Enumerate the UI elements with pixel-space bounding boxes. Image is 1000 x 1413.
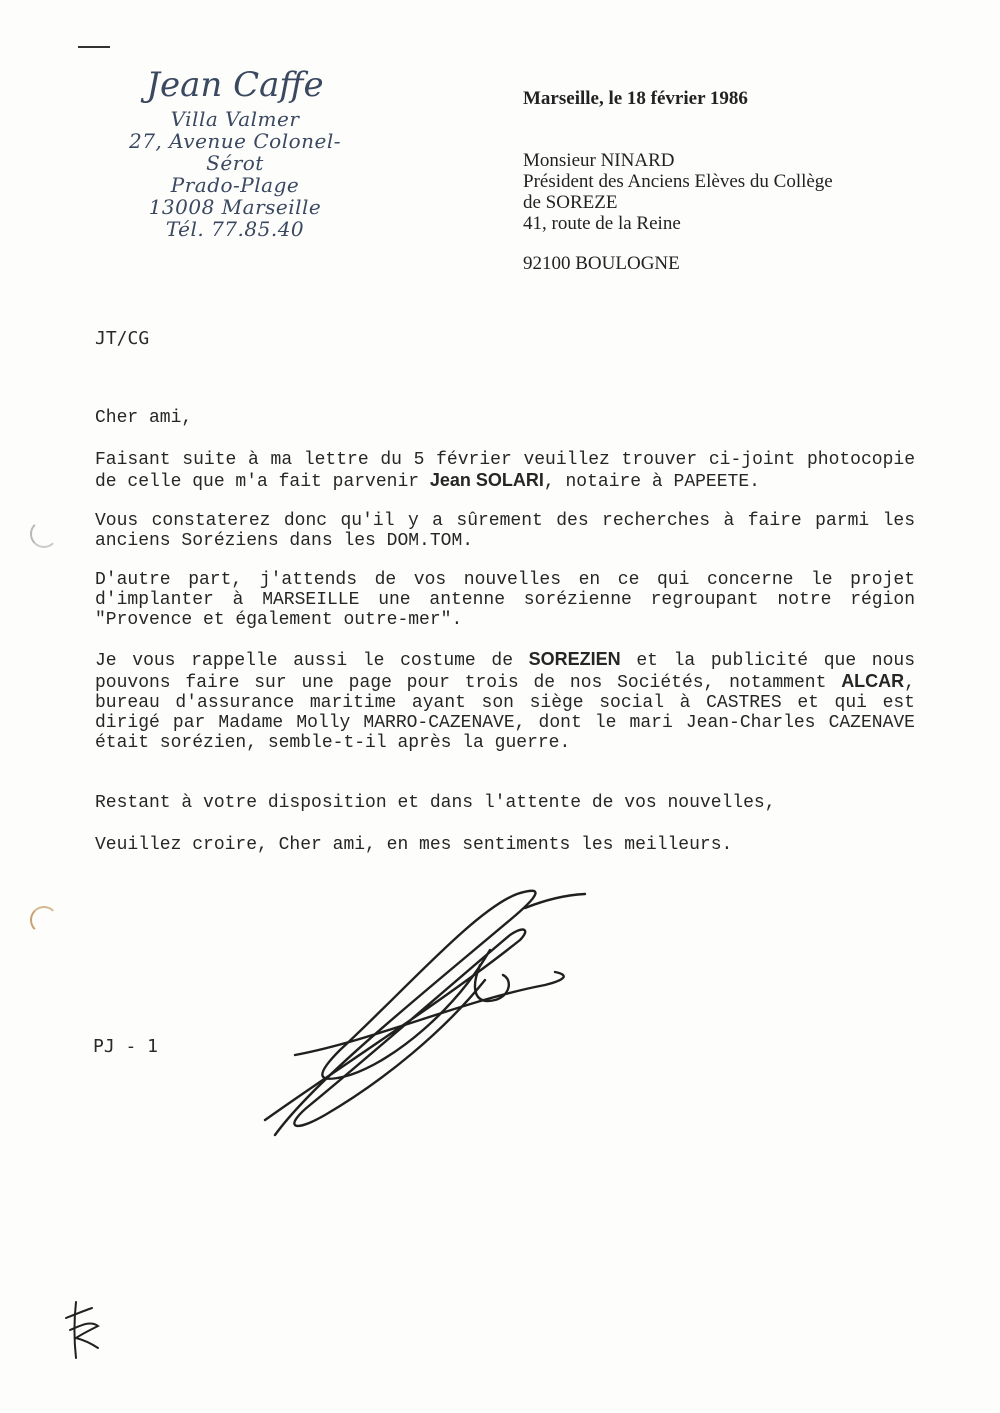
letter-date: Marseille, le 18 février 1986 — [523, 88, 748, 109]
paragraph-4-text-1: Je vous rappelle aussi le costume de — [95, 651, 529, 671]
salutation: Cher ami, — [95, 408, 193, 428]
paragraph-4-bold-1: SOREZIEN — [528, 649, 621, 669]
punch-hole-mark-1 — [30, 520, 58, 548]
paragraph-1 — [95, 450, 915, 492]
closing-line-2: Veuillez croire, Cher ami, en mes sentiments les meilleurs. — [95, 835, 733, 855]
letterhead-street: 27, Avenue Colonel-Sérot — [128, 129, 342, 175]
punch-hole-mark-2 — [30, 906, 58, 934]
letterhead-name: Jean Caffe — [146, 65, 324, 105]
letter-body — [95, 408, 915, 855]
recipient-title: Président des Anciens Elèves du Collège — [523, 171, 833, 192]
closing-line-1: Restant à votre disposition et dans l'attente de vos nouvelles, — [95, 793, 776, 813]
recipient-street: 41, route de la Reine — [523, 213, 681, 234]
paragraph-1-text: Faisant suite à ma lettre du 5 février veuillez trouver ci-joint photocopie de celle que m'a fait parvenir — [95, 450, 915, 492]
recipient-address — [523, 150, 833, 274]
paragraph-2: Vous constaterez donc qu'il y a sûrement des recherches à faire parmi les anciens Soréziens dans les DOM.TOM. — [95, 511, 915, 551]
letterhead-district: Prado-Plage — [170, 173, 300, 197]
paragraph-4 — [95, 649, 915, 753]
paragraph-4-text-2: et la publicité que nous pouvons faire sur une page pour trois de nos Sociétés, notamment — [95, 651, 915, 693]
paragraph-3: D'autre part, j'attends de vos nouvelles en ce qui concerne le projet d'implanter à MARSEILLE une antenne sorézienne regroupant notre région "Provence et également outre-mer". — [95, 570, 915, 630]
letterhead-city: 13008 Marseille — [148, 195, 322, 219]
paragraph-4-text-3: , bureau d'assurance maritime ayant son siège social à CASTRES et qui est dirigé par Madame Molly MARRO-CAZENAVE, dont le mari Jean-Charles CAZENAVE était sorézien, semble-t-il après la guerre. — [95, 673, 915, 753]
enclosure-note: PJ - 1 — [93, 1036, 159, 1057]
reference-code: JT/CG — [95, 328, 150, 349]
handwritten-initial-mark — [62, 1300, 112, 1360]
letterhead-villa: Villa Valmer — [170, 107, 300, 131]
letterhead — [110, 62, 360, 240]
letterhead-phone: Tél. 77.85.40 — [165, 217, 305, 241]
corner-dash — [78, 46, 110, 48]
recipient-name: Monsieur NINARD — [523, 150, 675, 171]
paragraph-1-bold: Jean SOLARI — [429, 470, 544, 490]
paragraph-1-end: , notaire à PAPEETE. — [543, 472, 760, 492]
signature — [255, 880, 615, 1150]
recipient-title-cont: de SOREZE — [523, 192, 618, 213]
recipient-city: 92100 BOULOGNE — [523, 253, 680, 274]
paragraph-4-bold-2: ALCAR — [841, 671, 905, 691]
